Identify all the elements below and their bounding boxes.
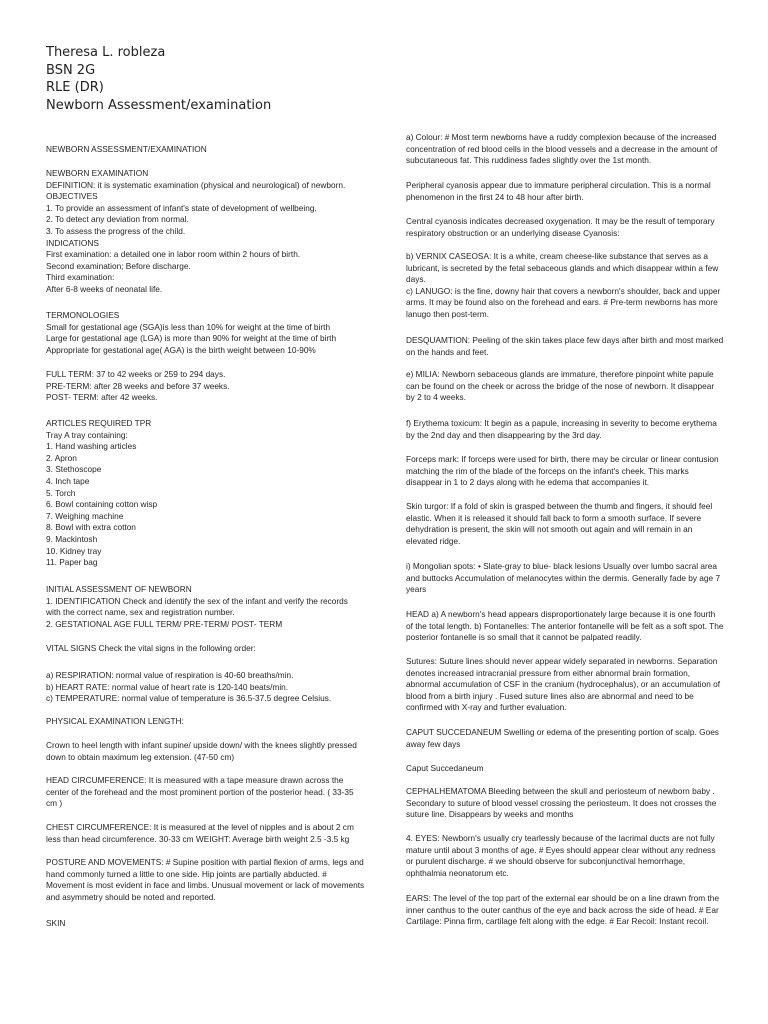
right-paragraph — [406, 893, 728, 928]
left-paragraph — [46, 822, 376, 845]
text-line: phenomenon in the first 24 to 48 hour after birth. — [406, 191, 584, 202]
text-line: DESQUAMTION: Peeling of the skin takes place few days after birth and most marked — [406, 335, 724, 345]
text-line: 1. IDENTIFICATION Check and identify the sex of the infant and verify the records — [46, 595, 348, 606]
text-line: Peripheral cyanosis appear due to immature peripheral circulation. This is a normal — [406, 180, 711, 190]
text-line: 4. Inch tape — [46, 475, 90, 486]
text-line: of the total length. b) Fontanelles: The anterior fontanelle will be felt as a soft spot. The — [406, 620, 724, 631]
text-line: NEWBORN EXAMINATION — [46, 168, 149, 178]
text-line: by the 2nd day and then disappearing by the 3rd day. — [406, 429, 602, 440]
text-line: 4. EYES: Newborn's usually cry tearlessly because of the lacrimal ducts are not fully — [406, 833, 715, 843]
text-line: and buttocks Accumulation of melanocytes within the dermis. Generally fade by age 7 — [406, 572, 721, 583]
text-line: elastic. When it is released it should fall back to form a smooth surface. If severe — [406, 512, 702, 523]
text-line: Movement is most evident in face and limbs. Unusual movement or lack of movements — [46, 880, 365, 891]
text-line: days. — [406, 274, 426, 285]
right-paragraph — [406, 180, 728, 203]
text-line: e) MILIA: Newborn sebaceous glands are immature, therefore pinpoint white papule — [406, 369, 714, 379]
right-paragraph — [406, 335, 728, 358]
right-paragraph — [406, 656, 728, 714]
course-code: RLE (DR) — [46, 80, 104, 95]
left-paragraph — [46, 775, 376, 810]
text-line: c) TEMPERATURE: normal value of temperature is 36.5-37.5 degree Celsius. — [46, 693, 332, 704]
text-line: respiratory obstruction or an underlying disease Cyanosis: — [406, 227, 620, 238]
text-line: ophthalmia neonatorum etc. — [406, 867, 509, 878]
text-line: POSTURE AND MOVEMENTS: # Supine position with partial flexion of arms, legs and — [46, 857, 364, 867]
text-line: FULL TERM: 37 to 42 weeks or 259 to 294 days. — [46, 369, 226, 379]
text-line: POST- TERM: after 42 weeks. — [46, 392, 158, 403]
text-line: 3. To assess the progress of the child. — [46, 225, 186, 236]
left-paragraph — [46, 584, 376, 630]
author-name: Theresa L. robleza — [46, 45, 166, 60]
text-line: INDICATIONS — [46, 237, 99, 248]
left-paragraph — [46, 670, 376, 705]
text-line: away few days — [406, 738, 461, 749]
text-line: 7. Weighing machine — [46, 510, 124, 521]
text-line: NEWBORN ASSESSMENT/EXAMINATION — [46, 144, 207, 154]
text-line: CHEST CIRCUMFERENCE: It is measured at the level of nipples and is about 2 cm — [46, 822, 354, 832]
text-line: blood from a birth injury . Fused suture lines also are abnormal and need to be — [406, 690, 694, 701]
text-line: Skin turgor: If a fold of skin is grasped between the thumb and fingers, it should feel — [406, 501, 713, 511]
text-line: confirmed with X-ray and further evaluation. — [406, 702, 567, 713]
text-line: Small for gestational age (SGA)is less than 10% for weight at the time of birth — [46, 321, 331, 332]
text-line: subcutaneous fat. This ruddiness fades slightly over the 1st month. — [406, 155, 652, 166]
left-paragraph — [46, 144, 376, 156]
text-line: Cartilage: Pinna firm, cartilage felt along with the edge. # Ear Recoil: Instant recoil. — [406, 916, 709, 927]
text-line: cm ) — [46, 798, 63, 809]
text-line: lanugo then post-term. — [406, 308, 490, 319]
text-line: 6. Bowl containing cotton wisp — [46, 499, 158, 510]
left-paragraph — [46, 918, 376, 930]
text-line: i) Mongolian spots: • Slate-gray to blue- black lesions Usually over lumbo sacral area — [406, 561, 717, 571]
text-line: 1. To provide an assessment of infant's state of development of wellbeing. — [46, 202, 317, 213]
right-paragraph — [406, 786, 728, 821]
class-section: BSN 2G — [46, 62, 96, 78]
text-line: 3. Stethoscope — [46, 464, 102, 475]
text-line: on the hands and feet. — [406, 346, 489, 357]
right-paragraph — [406, 251, 728, 321]
text-line: CAPUT SUCCEDANEUM Swelling or edema of the presenting portion of scalp. Goes — [406, 727, 719, 737]
text-line: After 6-8 weeks of neonatal life. — [46, 283, 163, 294]
text-line: DEFINITION: it is systematic examination (physical and neurological) of newborn. — [46, 179, 346, 190]
text-line: 1. Hand washing articles — [46, 441, 137, 452]
text-line: Central cyanosis indicates decreased oxygenation. It may be the result of temporary — [406, 216, 715, 226]
text-line: HEAD CIRCUMFERENCE: It is measured with a tape measure drawn across the — [46, 775, 344, 785]
text-line: 8. Bowl with extra cotton — [46, 522, 136, 533]
text-line: hand commonly turned a little to one side. Hip joints are partially abducted. # — [46, 868, 327, 879]
text-line: posterior fontanelle is so small that it cannot be palpated readily. — [406, 632, 642, 643]
text-line: a) RESPIRATION: normal value of respiration is 40-60 breaths/min. — [46, 670, 294, 680]
right-paragraph — [406, 418, 728, 441]
text-line: by 2 to 4 weeks. — [406, 392, 466, 403]
right-paragraph — [406, 501, 728, 547]
text-line: OBJECTIVES — [46, 191, 98, 202]
text-line: Forceps mark: If forceps were used for birth, there may be circular or linear contusion — [406, 454, 719, 464]
author-header — [46, 44, 271, 114]
text-line: inner canthus to the outer canthus of the eye and back across the side of head. # Ear — [406, 904, 719, 915]
text-line: or purulent discharge. # we should observe for subconjunctival hemorrhage, — [406, 856, 686, 867]
text-line: HEAD a) A newborn's head appears disproportionately large because it is one fourth — [406, 609, 716, 619]
text-line: Tray A tray containing: — [46, 429, 128, 440]
left-paragraph — [46, 369, 376, 404]
text-line: ARTICLES REQUIRED TPR — [46, 418, 152, 428]
text-line: less than head circumference. 30-33 cm WEIGHT: Average birth weight 2.5 -3.5 kg — [46, 833, 350, 844]
text-line: EARS: The level of the top part of the external ear should be on a line drawn from the — [406, 893, 720, 903]
text-line: 2. To detect any deviation from normal. — [46, 214, 189, 225]
text-line: Third examination: — [46, 272, 115, 283]
text-line: a) Colour: # Most term newborns have a ruddy complexion because of the increased — [406, 132, 717, 142]
text-line: down to obtain maximum leg extension. (47-50 cm) — [46, 751, 235, 762]
text-line: 5. Torch — [46, 487, 76, 498]
text-line: TERMONOLOGIES — [46, 310, 120, 320]
text-line: disappear in 1 to 2 days along with he edema that accompanies it. — [406, 477, 650, 488]
text-line: First examination: a detailed one in labor room within 2 hours of birth. — [46, 249, 301, 260]
text-line: Secondary to suture of blood vessel crossing the periosteum. It does not crosses the — [406, 797, 717, 808]
text-line: 2. GESTATIONAL AGE FULL TERM/ PRE-TERM/ POST- TERM — [46, 618, 283, 629]
left-paragraph — [46, 643, 376, 655]
text-line: PHYSICAL EXAMINATION LENGTH: — [46, 716, 184, 726]
text-line: Second examination; Before discharge. — [46, 260, 191, 271]
text-line: VITAL SIGNS Check the vital signs in the following order: — [46, 643, 256, 653]
text-line: PRE-TERM: after 28 weeks and before 37 weeks. — [46, 380, 230, 391]
text-line: Appropriate for gestational age( AGA) is the birth weight between 10-90% — [46, 344, 316, 355]
text-line: lubricant, is secreted by the fetal sebaceous glands and which disappear within a few — [406, 262, 719, 273]
text-line: SKIN — [46, 918, 66, 928]
text-line: mature until about 3 months of age. # Eyes should appear clear without any redness — [406, 844, 716, 855]
text-line: Large for gestational age (LGA) is more than 90% for weight at the time of birth — [46, 333, 337, 344]
text-line: suture line. Disappears by weeks and months — [406, 809, 574, 820]
right-paragraph — [406, 561, 728, 596]
text-line: b) VERNIX CASEOSA: It is a white, cream cheese-like substance that serves as a — [406, 251, 709, 261]
right-paragraph — [406, 763, 728, 775]
left-paragraph — [46, 740, 376, 763]
text-line: b) HEART RATE: normal value of heart rate is 120-140 beats/min. — [46, 681, 289, 692]
text-line: can be found on the cheek or across the bridge of the nose of newborn. It disappear — [406, 380, 715, 391]
document-title: Newborn Assessment/examination — [46, 97, 272, 113]
text-line: 11. Paper bag — [46, 557, 98, 568]
left-paragraph — [46, 168, 376, 296]
text-line: with the correct name, sex and registration number. — [46, 607, 235, 618]
left-paragraph — [46, 716, 376, 728]
text-line: years — [406, 584, 427, 595]
left-paragraph — [46, 310, 376, 356]
text-line: 2. Apron — [46, 452, 77, 463]
right-paragraph — [406, 216, 728, 239]
right-paragraph — [406, 609, 728, 644]
text-line: Caput Succedaneum — [406, 763, 484, 773]
text-line: f) Erythema toxicum: It begin as a papule, increasing in severity to become erythema — [406, 418, 717, 428]
left-paragraph — [46, 857, 376, 903]
text-line: 10. Kidney tray — [46, 545, 102, 556]
text-line: arms. It may be found also on the forehead and ears. # Pre-term newborns has more — [406, 297, 718, 308]
right-paragraph — [406, 727, 728, 750]
text-line: 9. Mackintosh — [46, 533, 98, 544]
right-paragraph — [406, 369, 728, 404]
text-line: INITIAL ASSESSMENT OF NEWBORN — [46, 584, 192, 594]
text-line: Sutures: Suture lines should never appear widely separated in newborns. Separation — [406, 656, 718, 666]
right-paragraph — [406, 833, 728, 879]
text-line: abnormal accumulation of CSF in the cranium (hydrocephalus), or an accumulation of — [406, 679, 721, 690]
text-line: concentration of red blood cells in the blood vessels and a decrease in the amount of — [406, 143, 718, 154]
text-line: center of the forehead and the most prominent portion of the posterior head. ( 33-35 — [46, 786, 354, 797]
left-paragraph — [46, 418, 376, 569]
text-line: CEPHALHEMATOMA Bleeding between the skull and periosteum of newborn baby . — [406, 786, 715, 796]
text-line: matching the rim of the blade of the forceps on the infant's cheek. This marks — [406, 465, 689, 476]
text-line: dehydration is present, the skin will not smooth out again and will remain in an — [406, 524, 693, 535]
text-line: and asymmetry should be noted and reported. — [46, 891, 216, 902]
text-line: denotes increased intracranial pressure from either abnormal brain formation, — [406, 667, 691, 678]
right-paragraph — [406, 132, 728, 167]
right-paragraph — [406, 454, 728, 489]
text-line: elevated ridge. — [406, 535, 461, 546]
text-line: Crown to heel length with infant supine/ upside down/ with the knees slightly pressed — [46, 740, 357, 750]
text-line: c) LANUGO: is the fine, downy hair that covers a newborn's shoulder, back and upper — [406, 285, 721, 296]
